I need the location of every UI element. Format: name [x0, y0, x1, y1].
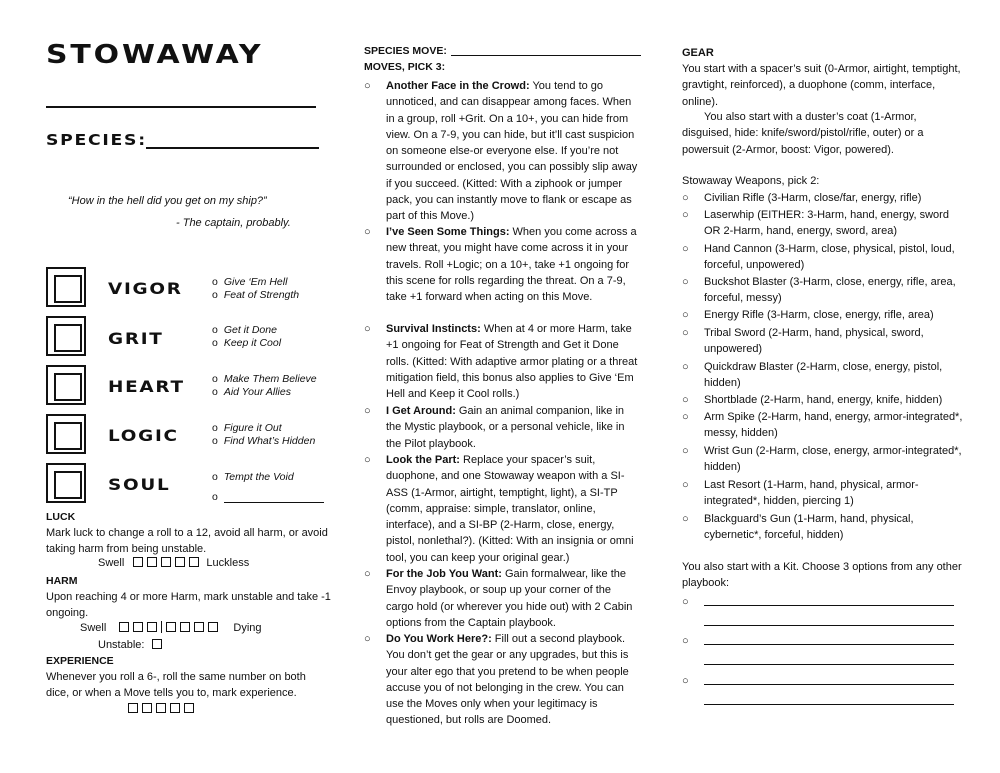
gear-paragraph-2: You also start with a duster’s coat (1-Armor, disguised, hide: knife/sword/pistol/rifle, outer) or a powersuit (2-Armor, boost: Vigor, powered).: [682, 111, 924, 156]
weapon-option[interactable]: ○ Buckshot Blaster (3-Harm, close, energy, rifle, area, forceful, messy): [682, 276, 956, 305]
harm-checkbox[interactable]: [166, 622, 176, 632]
weapons-heading: Stowaway Weapons, pick 2:: [682, 175, 820, 187]
custom-move-line[interactable]: o: [212, 491, 324, 503]
species-move-row: SPECIES MOVE:: [364, 45, 641, 57]
weapon-option[interactable]: ○ Energy Rifle (3-Harm, close, energy, rifle, area): [682, 309, 934, 321]
playbook-title: STOWAWAY: [46, 40, 264, 70]
weapon-option[interactable]: ○ Last Resort (1-Harm, hand, physical, armor-integrated*, hidden, piercing 1): [682, 479, 919, 508]
stat-move: o Aid Your Allies: [212, 386, 291, 398]
kit-option[interactable]: ○: [682, 635, 957, 675]
weapon-option[interactable]: ○ Hand Cannon (3-Harm, close, physical, pistol, loud, forceful, unpowered): [682, 243, 955, 272]
gear-heading: GEAR: [682, 47, 714, 59]
stat-move: o Keep it Cool: [212, 337, 282, 349]
stat-move: o Make Them Believe: [212, 373, 317, 385]
stat-move: o Tempt the Void: [212, 471, 294, 483]
soul-stat-box[interactable]: [46, 463, 86, 503]
experience-track: [128, 703, 198, 715]
luck-checkbox[interactable]: [161, 557, 171, 567]
stat-name-grit: GRIT: [108, 329, 164, 348]
weapon-option[interactable]: ○ Quickdraw Blaster (2-Harm, close, energy, pistol, hidden): [682, 361, 943, 390]
stat-move: o Get it Done: [212, 324, 277, 336]
heart-stat-box[interactable]: [46, 365, 86, 405]
harm-checkbox[interactable]: [208, 622, 218, 632]
move-item[interactable]: ○ I’ve Seen Some Things: When you come across a new threat, you might have come across it in your travels. Roll +Logic; on a 10+, take +1 ongoing for this scene for rolls regarding the threat. On a 7-9, take +1 forward when acting on this Move.: [364, 226, 637, 304]
luck-checkbox[interactable]: [147, 557, 157, 567]
weapon-option[interactable]: ○ Wrist Gun (2-Harm, close, energy, armor-integrated*, hidden): [682, 445, 962, 474]
harm-text: Upon reaching 4 or more Harm, mark unstable and take -1 ongoing.: [46, 591, 331, 620]
stat-move: o Figure it Out: [212, 422, 282, 434]
kit-text: You also start with a Kit. Choose 3 options from any other playbook:: [682, 561, 962, 590]
experience-checkbox[interactable]: [184, 703, 194, 713]
stat-name-vigor: VIGOR: [108, 279, 183, 298]
harm-track: Swell Dying: [80, 622, 262, 634]
luck-heading: LUCK: [46, 511, 76, 523]
experience-text: Whenever you roll a 6-, roll the same number on both dice, or when a Move tells you to, mark experience.: [46, 671, 306, 700]
weapon-option[interactable]: ○ Arm Spike (2-Harm, hand, energy, armor-integrated*, messy, hidden): [682, 411, 963, 440]
experience-checkbox[interactable]: [142, 703, 152, 713]
move-item[interactable]: ○ Look the Part: Replace your spacer’s suit, duophone, and one Stowaway weapon with a SI-ASS (1-Armor, airtight, temptight, light), a SI-TP (comm, appraise: simple, translator, online, interface), and a SI-BP (2-Harm, close, energy, pistol, nonlethal?). (Kitted: With an insignia or omni tool, you can keep your original gear.): [364, 454, 634, 564]
stat-name-logic: LOGIC: [108, 426, 179, 445]
kit-option[interactable]: ○: [682, 596, 957, 636]
move-item[interactable]: ○ Another Face in the Crowd: You tend to go unnoticed, and can disappear among faces. When in a group, roll +Grit. On a 10+, you can hide from view. On a 7-9, you can hide, but it’ll cast suspicion on someone else-or everyone else. If you’re not surrounded or enclosed, you can possibly slip away if you succeed. (Kitted: With a ziphook or jumper pack, you can instantly move to flank or escape as part of this Move.): [364, 80, 638, 223]
kit-option[interactable]: ○: [682, 675, 957, 715]
species-move-field[interactable]: [451, 55, 641, 56]
grit-stat-box[interactable]: [46, 316, 86, 356]
experience-heading: EXPERIENCE: [46, 655, 114, 667]
logic-stat-box[interactable]: [46, 414, 86, 454]
luck-checkbox[interactable]: [133, 557, 143, 567]
harm-checkbox[interactable]: [133, 622, 143, 632]
weapon-option[interactable]: ○ Shortblade (2-Harm, hand, energy, knife, hidden): [682, 394, 943, 406]
experience-checkbox[interactable]: [170, 703, 180, 713]
harm-heading: HARM: [46, 575, 78, 587]
moves-heading: MOVES, PICK 3:: [364, 61, 446, 73]
luck-checkbox[interactable]: [189, 557, 199, 567]
name-field-line[interactable]: [46, 106, 316, 108]
experience-checkbox[interactable]: [156, 703, 166, 713]
move-item[interactable]: ○ Do You Work Here?: Fill out a second playbook. You don’t get the gear or any upgrades, but this is your alter ego that you pretend to be when people accuse you of not belonging in the crew. You can use the Moves only when your legitimacy is questioned, but rolls are Doomed.: [364, 633, 629, 727]
harm-checkbox[interactable]: [180, 622, 190, 632]
weapon-option[interactable]: ○ Civilian Rifle (3-Harm, close/far, energy, rifle): [682, 192, 922, 204]
species-label: SPECIES:: [46, 131, 147, 149]
stat-move: o Give ‘Em Hell: [212, 276, 288, 288]
luck-checkbox[interactable]: [175, 557, 185, 567]
harm-checkbox[interactable]: [147, 622, 157, 632]
species-field-line[interactable]: [146, 147, 319, 149]
quote-attribution: - The captain, probably.: [176, 217, 291, 229]
weapon-option[interactable]: ○ Laserwhip (EITHER: 3-Harm, hand, energy, sword OR 2-Harm, hand, energy, sword, area): [682, 209, 949, 238]
quote: “How in the hell did you get on my ship?”: [68, 195, 267, 207]
vigor-stat-box[interactable]: [46, 267, 86, 307]
weapon-option[interactable]: ○ Blackguard’s Gun (1-Harm, hand, physical, cybernetic*, forceful, hidden): [682, 513, 914, 542]
weapon-option[interactable]: ○ Tribal Sword (2-Harm, hand, physical, sword, unpowered): [682, 327, 924, 356]
harm-checkbox[interactable]: [119, 622, 129, 632]
luck-text: Mark luck to change a roll to a 12, avoid all harm, or avoid taking harm from being unstable.: [46, 527, 328, 556]
stat-move: o Find What’s Hidden: [212, 435, 316, 447]
unstable-track: Unstable:: [98, 639, 166, 651]
move-item[interactable]: ○ For the Job You Want: Gain formalwear, like the Envoy playbook, or soup up your corner of the cargo hold (or wherever you hide out) with 2 Cabin options from the Captain playbook.: [364, 568, 633, 629]
stat-name-soul: SOUL: [108, 475, 171, 494]
move-item[interactable]: ○ I Get Around: Gain an animal companion, like in the Mystic playbook, or a personal vehicle, like in the Pilot playbook.: [364, 405, 625, 450]
unstable-checkbox[interactable]: [152, 639, 162, 649]
stat-name-heart: HEART: [108, 377, 185, 396]
harm-checkbox[interactable]: [194, 622, 204, 632]
move-item[interactable]: ○ Survival Instincts: When at 4 or more Harm, take +1 ongoing for Feat of Strength and Get it Done rolls. (Kitted: With adaptive armor plating or a threat mitigation field, this bonus also applies to Give ‘Em Hell and Keep it Cool rolls.): [364, 323, 638, 401]
experience-checkbox[interactable]: [128, 703, 138, 713]
luck-track: Swell Luckless: [98, 557, 250, 569]
stat-move: o Feat of Strength: [212, 289, 300, 301]
gear-paragraph-1: You start with a spacer’s suit (0-Armor, airtight, temptight, gravtight, reinforced), a duophone (comm, interface, online).: [682, 63, 961, 108]
